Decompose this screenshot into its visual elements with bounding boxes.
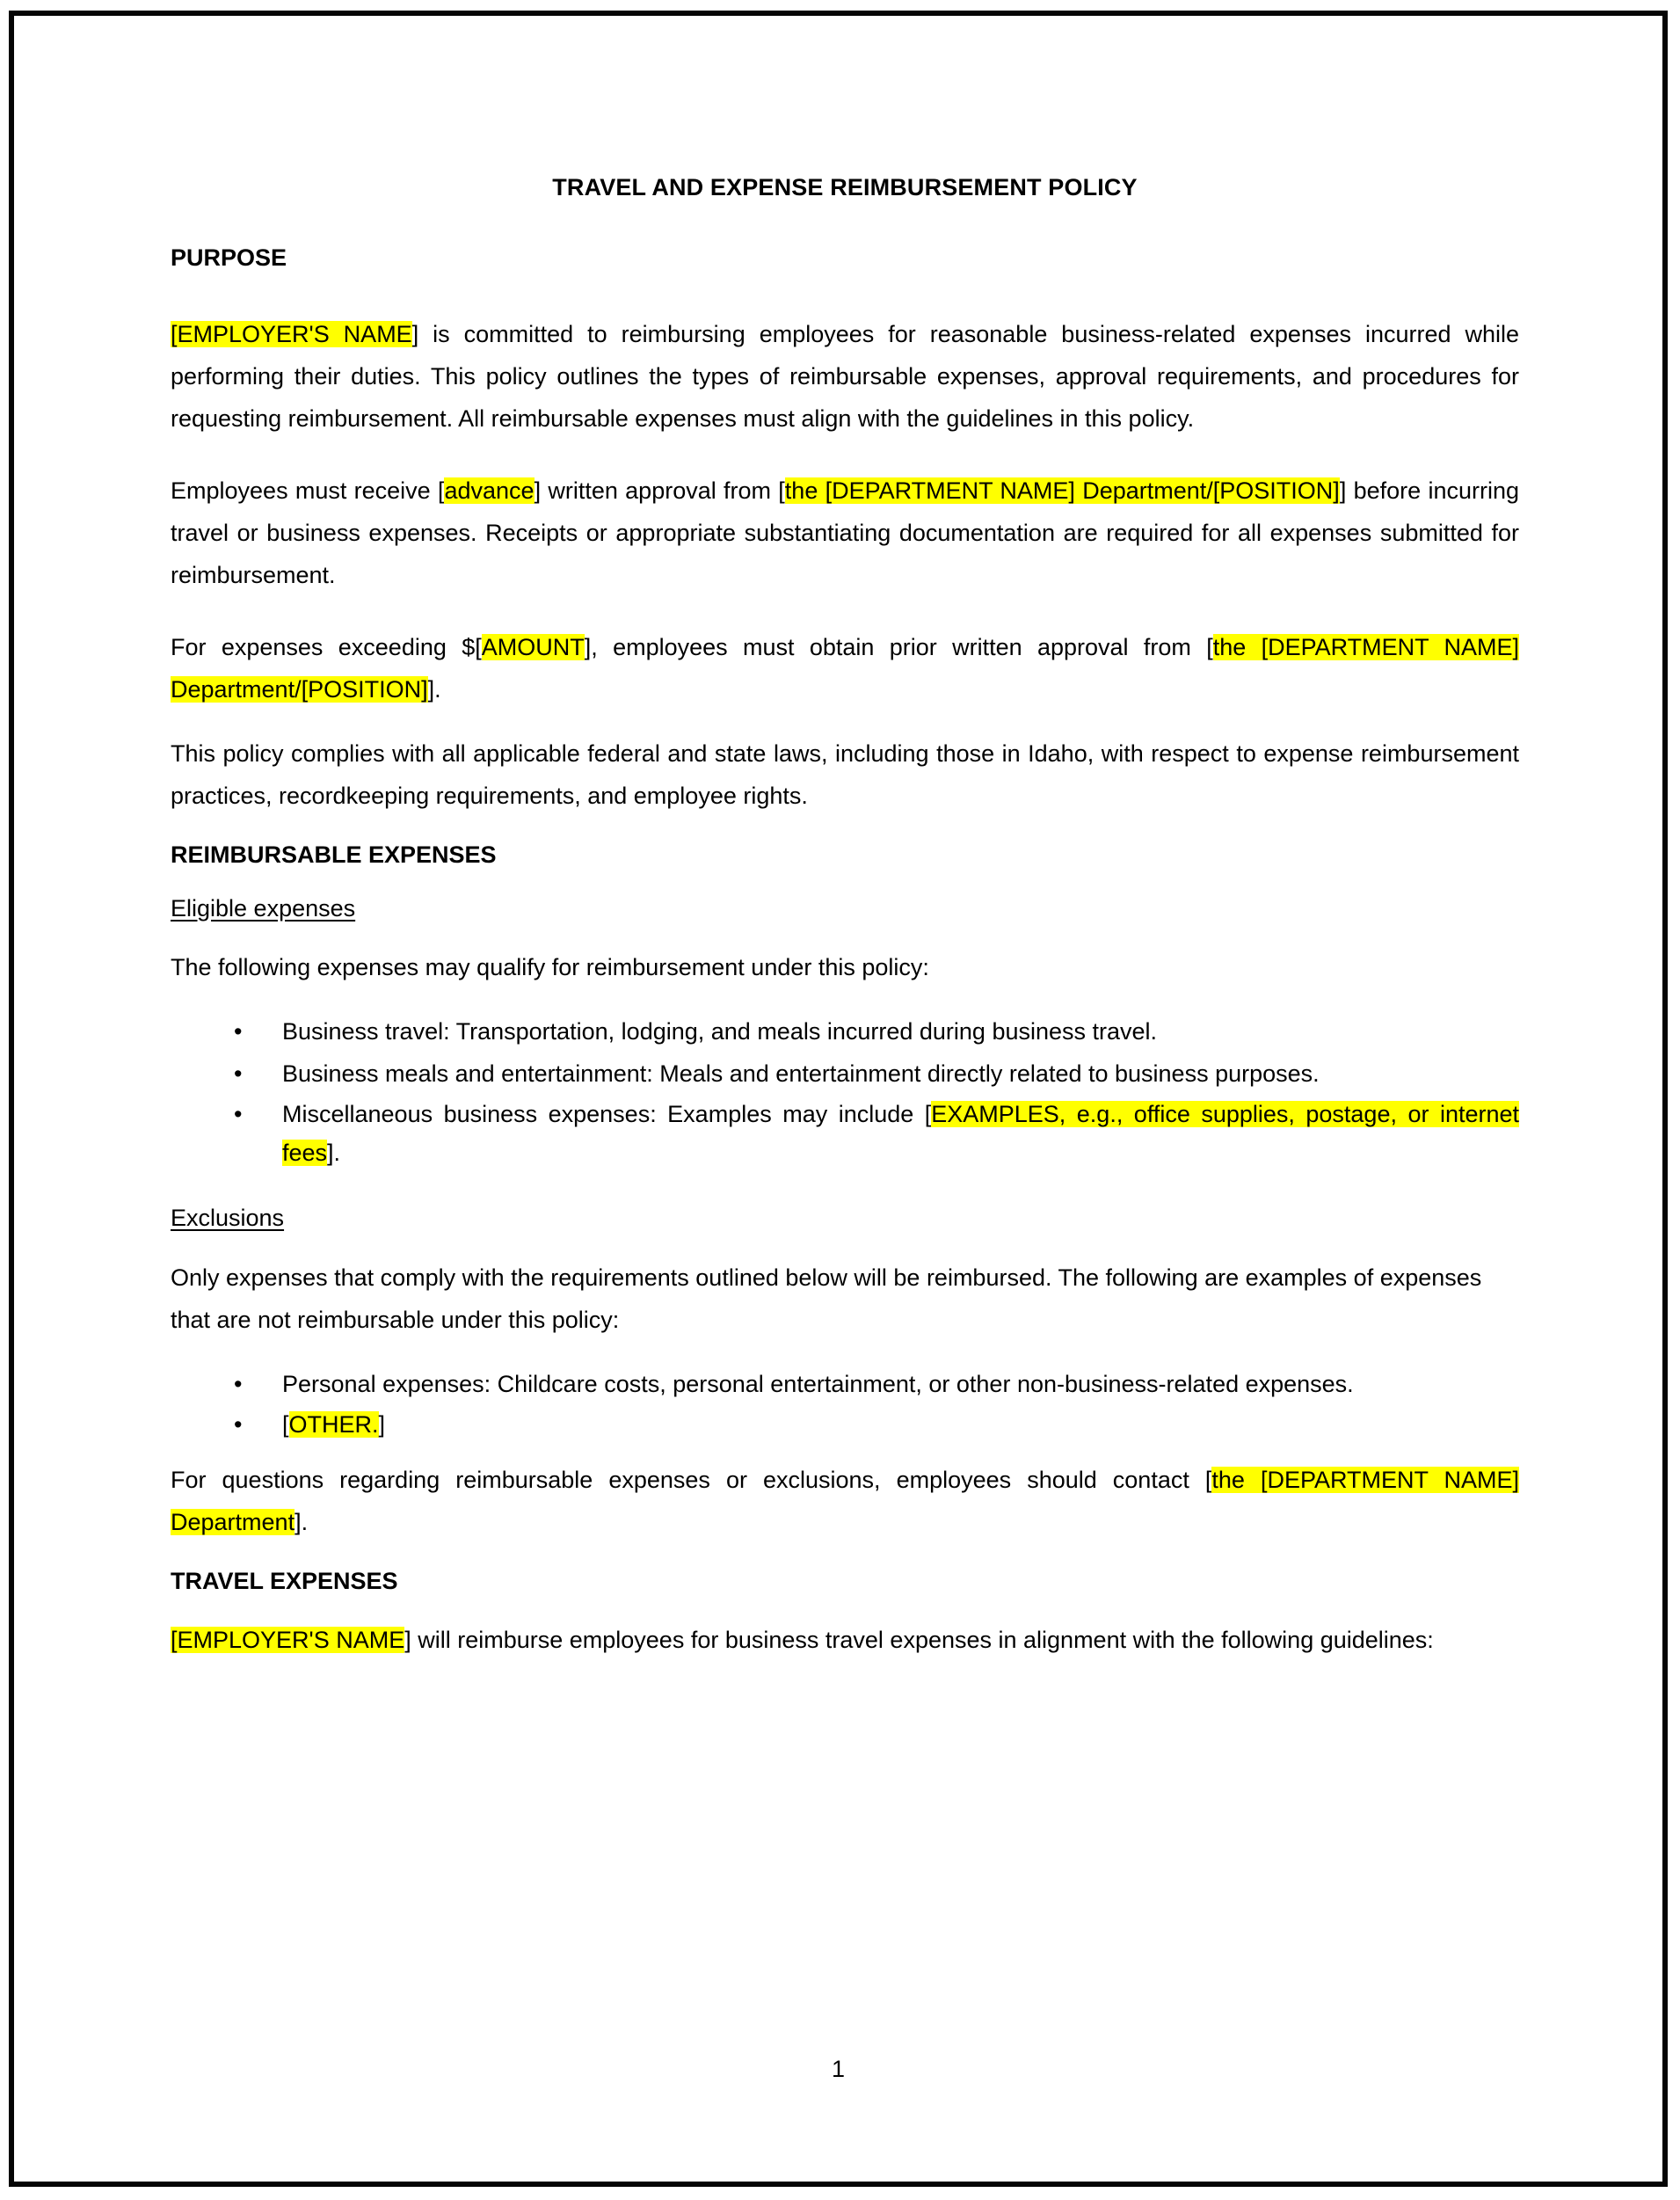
purpose-paragraph-1-text: ] is committed to reimbursing employees for reasonable business-related expenses incurred while performing their duties. This policy outlines the types of reimbursable expenses, approval requirements, and procedures for requesting reimbursement. All reimbursable expenses must align with the guidelines in this policy. xyxy=(171,320,1520,432)
spacer xyxy=(171,871,1519,892)
purpose-paragraph-3-text-1: For expenses exceeding $[ xyxy=(171,633,482,660)
purpose-paragraph-1 xyxy=(171,313,1519,440)
eligible-item-2-text: Business meals and entertainment: Meals and entertainment directly related to business purposes. xyxy=(282,1060,1320,1088)
spacer xyxy=(171,817,1519,839)
spacer xyxy=(171,274,1519,313)
purpose-paragraph-3 xyxy=(171,626,1519,710)
exclusions-item-2-text-2: ] xyxy=(378,1410,386,1438)
subheading-exclusions: Exclusions xyxy=(171,1205,285,1232)
travel-expenses-paragraph-1-text: ] will reimburse employees for business travel expenses in alignment with the following guidelines: xyxy=(404,1627,1434,1654)
section-heading-reimbursable-expenses: REIMBURSABLE EXPENSES xyxy=(171,841,497,868)
spacer xyxy=(171,1235,1519,1257)
eligible-item-1-text: Business travel: Transportation, lodging, and meals incurred during business travel. xyxy=(282,1018,1158,1045)
spacer xyxy=(171,710,1519,732)
exclusions-item-1-text: Personal expenses: Childcare costs, personal entertainment, or other non-business-related expenses. xyxy=(282,1370,1354,1397)
exclusions-contact-paragraph xyxy=(171,1459,1519,1543)
highlight-employer-name-2: [EMPLOYER'S NAME xyxy=(171,1627,405,1654)
spacer xyxy=(171,988,1519,1010)
spacer xyxy=(171,1341,1519,1363)
section-heading-purpose: PURPOSE xyxy=(171,244,287,272)
eligible-item-3-text-1: Miscellaneous business expenses: Examples may include [ xyxy=(282,1101,932,1128)
list-item xyxy=(171,1405,1519,1444)
purpose-paragraph-2-text-1: Employees must receive [ xyxy=(171,477,445,504)
highlight-department-position: the [DEPARTMENT NAME] Department/[POSITION] xyxy=(784,477,1340,504)
list-item xyxy=(171,1010,1519,1053)
purpose-paragraph-4: This policy complies with all applicable federal and state laws, including those in Idaho, with respect to expense reimbursement practices, recordkeeping requirements, and employee rights. xyxy=(171,739,1519,809)
exclusions-contact-text-1: For questions regarding reimbursable expenses or exclusions, employees should contact [ xyxy=(171,1466,1212,1493)
section-heading-travel-expenses: TRAVEL EXPENSES xyxy=(171,1567,398,1594)
spacer xyxy=(171,1444,1519,1459)
highlight-department: the [DEPARTMENT NAME] Department xyxy=(171,1466,1520,1535)
highlight-amount: AMOUNT xyxy=(481,633,585,660)
purpose-paragraph-2-text-2: ] written approval from [ xyxy=(534,477,785,504)
exclusions-item-2-text-1: [ xyxy=(282,1410,289,1438)
eligible-expenses-list xyxy=(171,1010,1519,1172)
spacer xyxy=(171,596,1519,626)
spacer xyxy=(171,1543,1519,1565)
list-item xyxy=(171,1363,1519,1405)
page-number: 1 xyxy=(831,2056,846,2082)
purpose-paragraph-2 xyxy=(171,470,1519,596)
highlight-employer-name: [EMPLOYER'S NAME xyxy=(171,320,412,347)
highlight-other: OTHER. xyxy=(288,1410,379,1438)
list-item xyxy=(171,1053,1519,1095)
spacer xyxy=(171,924,1519,946)
exclusions-intro: Only expenses that comply with the requirements outlined below will be reimbursed. The following are examples of expenses that are not reimbursable under this policy: xyxy=(171,1264,1482,1333)
highlight-advance: advance xyxy=(444,477,535,504)
highlight-department-position-2: the [DEPARTMENT NAME] Department/[POSITION] xyxy=(171,633,1519,703)
spacer xyxy=(171,1172,1519,1202)
eligible-item-3-text-2: ]. xyxy=(327,1140,341,1167)
travel-expenses-paragraph-1 xyxy=(171,1619,1519,1661)
document-title: TRAVEL AND EXPENSE REIMBURSEMENT POLICY xyxy=(552,174,1138,200)
spacer xyxy=(171,1597,1519,1619)
document-page xyxy=(9,11,1668,2187)
list-item xyxy=(171,1095,1519,1172)
document-content xyxy=(171,172,1519,1661)
spacer xyxy=(171,440,1519,470)
purpose-paragraph-3-text-2: ], employees must obtain prior written approval from [ xyxy=(584,633,1213,660)
highlight-examples: EXAMPLES, e.g., office supplies, postage, or internet fees xyxy=(282,1101,1519,1167)
eligible-expenses-intro: The following expenses may qualify for reimbursement under this policy: xyxy=(171,954,929,981)
exclusions-contact-text-2: ]. xyxy=(295,1508,309,1535)
purpose-paragraph-3-text-3: ]. xyxy=(427,675,441,703)
exclusions-list xyxy=(171,1363,1519,1444)
purpose-paragraph-2-text-3: ] before incurring travel or business expenses. Receipts or appropriate substantiating documentation are required for all expenses submitted for reimbursement. xyxy=(171,477,1519,588)
subheading-eligible-expenses: Eligible expenses xyxy=(171,894,356,922)
